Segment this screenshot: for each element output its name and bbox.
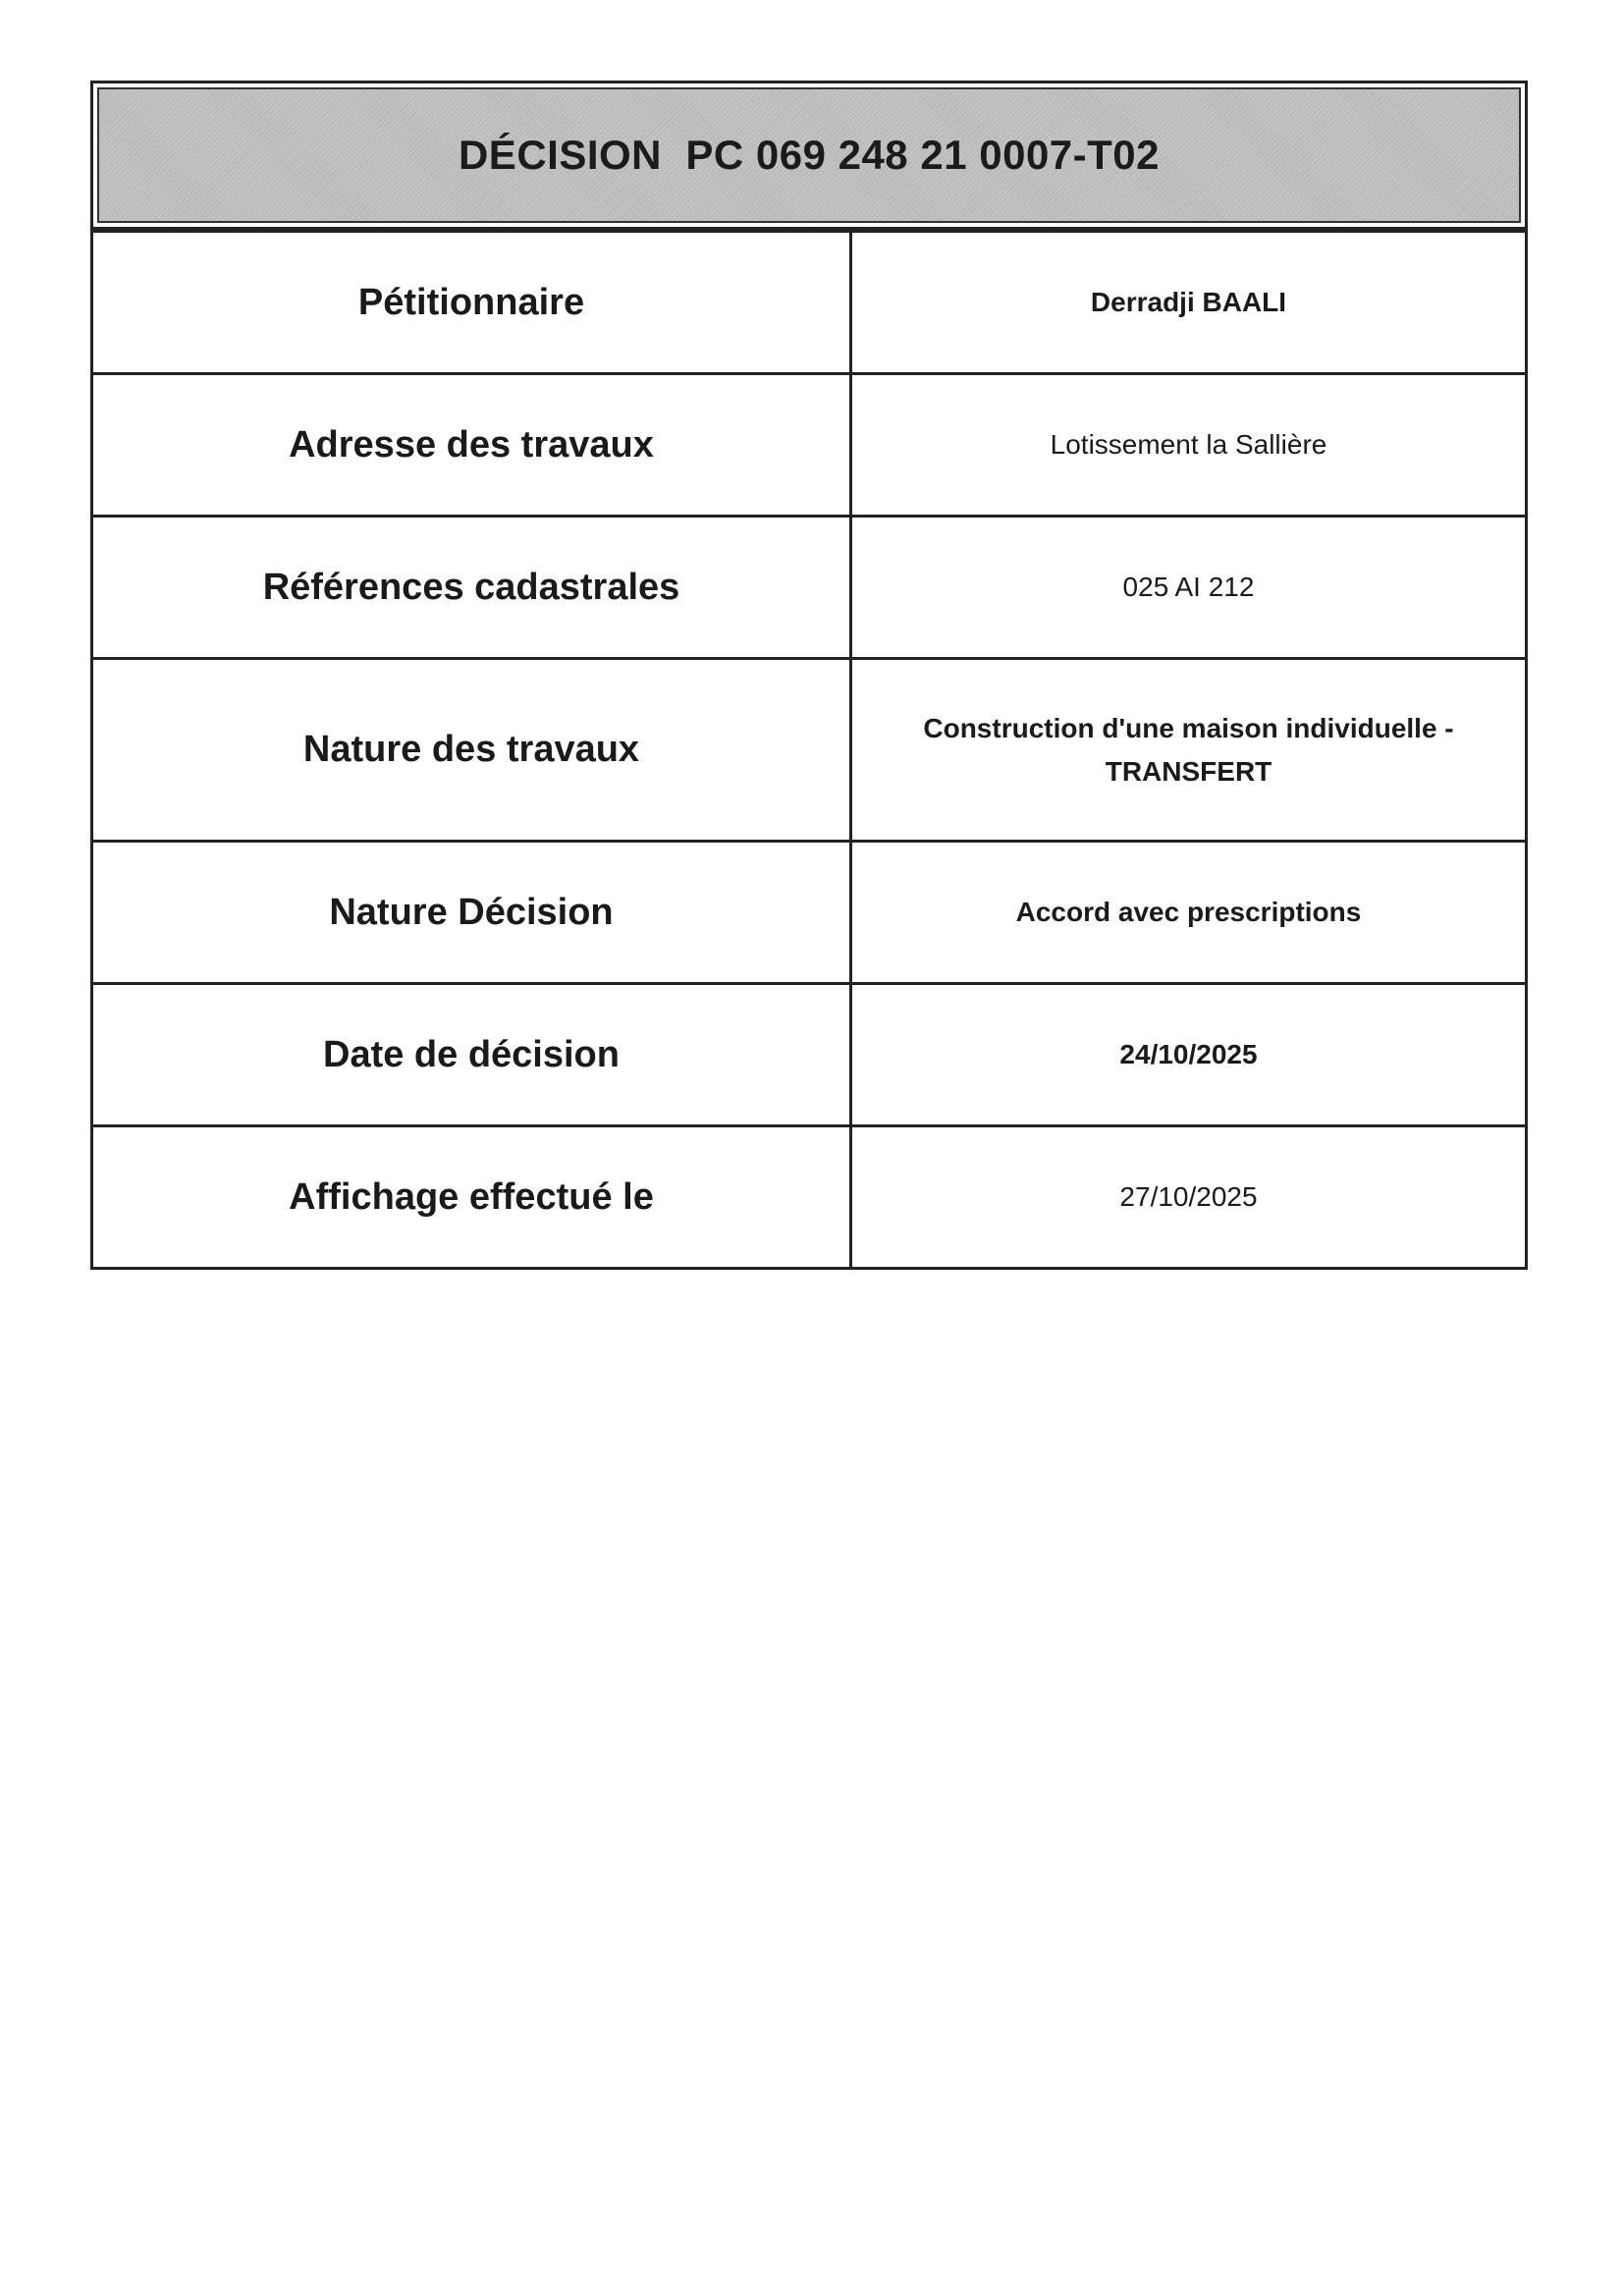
row-label: Pétitionnaire (92, 232, 851, 374)
row-value (851, 659, 1527, 842)
row-label: Nature des travaux (92, 659, 851, 842)
row-label: Adresse des travaux (92, 374, 851, 517)
row-value: 27/10/2025 (851, 1126, 1527, 1269)
row-value-line-1: Construction d'une maison individuelle - (923, 713, 1454, 744)
row-value: 24/10/2025 (851, 984, 1527, 1126)
table-row-date-decision (92, 984, 1527, 1126)
table-row-petitionnaire (92, 232, 1527, 374)
row-label: Références cadastrales (92, 517, 851, 659)
row-value: Accord avec prescriptions (851, 842, 1527, 984)
decision-info-table (90, 230, 1528, 1270)
row-value: Lotissement la Sallière (851, 374, 1527, 517)
row-label: Affichage effectué le (92, 1126, 851, 1269)
table-row-references (92, 517, 1527, 659)
decision-header-band (97, 87, 1521, 223)
row-value-line-2: TRANSFERT (1105, 755, 1272, 787)
table-row-nature-decision (92, 842, 1527, 984)
row-label: Nature Décision (92, 842, 851, 984)
row-label: Date de décision (92, 984, 851, 1126)
decision-header (90, 81, 1528, 230)
table-row-adresse (92, 374, 1527, 517)
row-value: 025 AI 212 (851, 517, 1527, 659)
decision-title: DÉCISION PC 069 248 21 0007-T02 (458, 132, 1161, 178)
table-row-nature-travaux (92, 659, 1527, 842)
row-value: Derradji BAALI (851, 232, 1527, 374)
table-row-affichage (92, 1126, 1527, 1269)
